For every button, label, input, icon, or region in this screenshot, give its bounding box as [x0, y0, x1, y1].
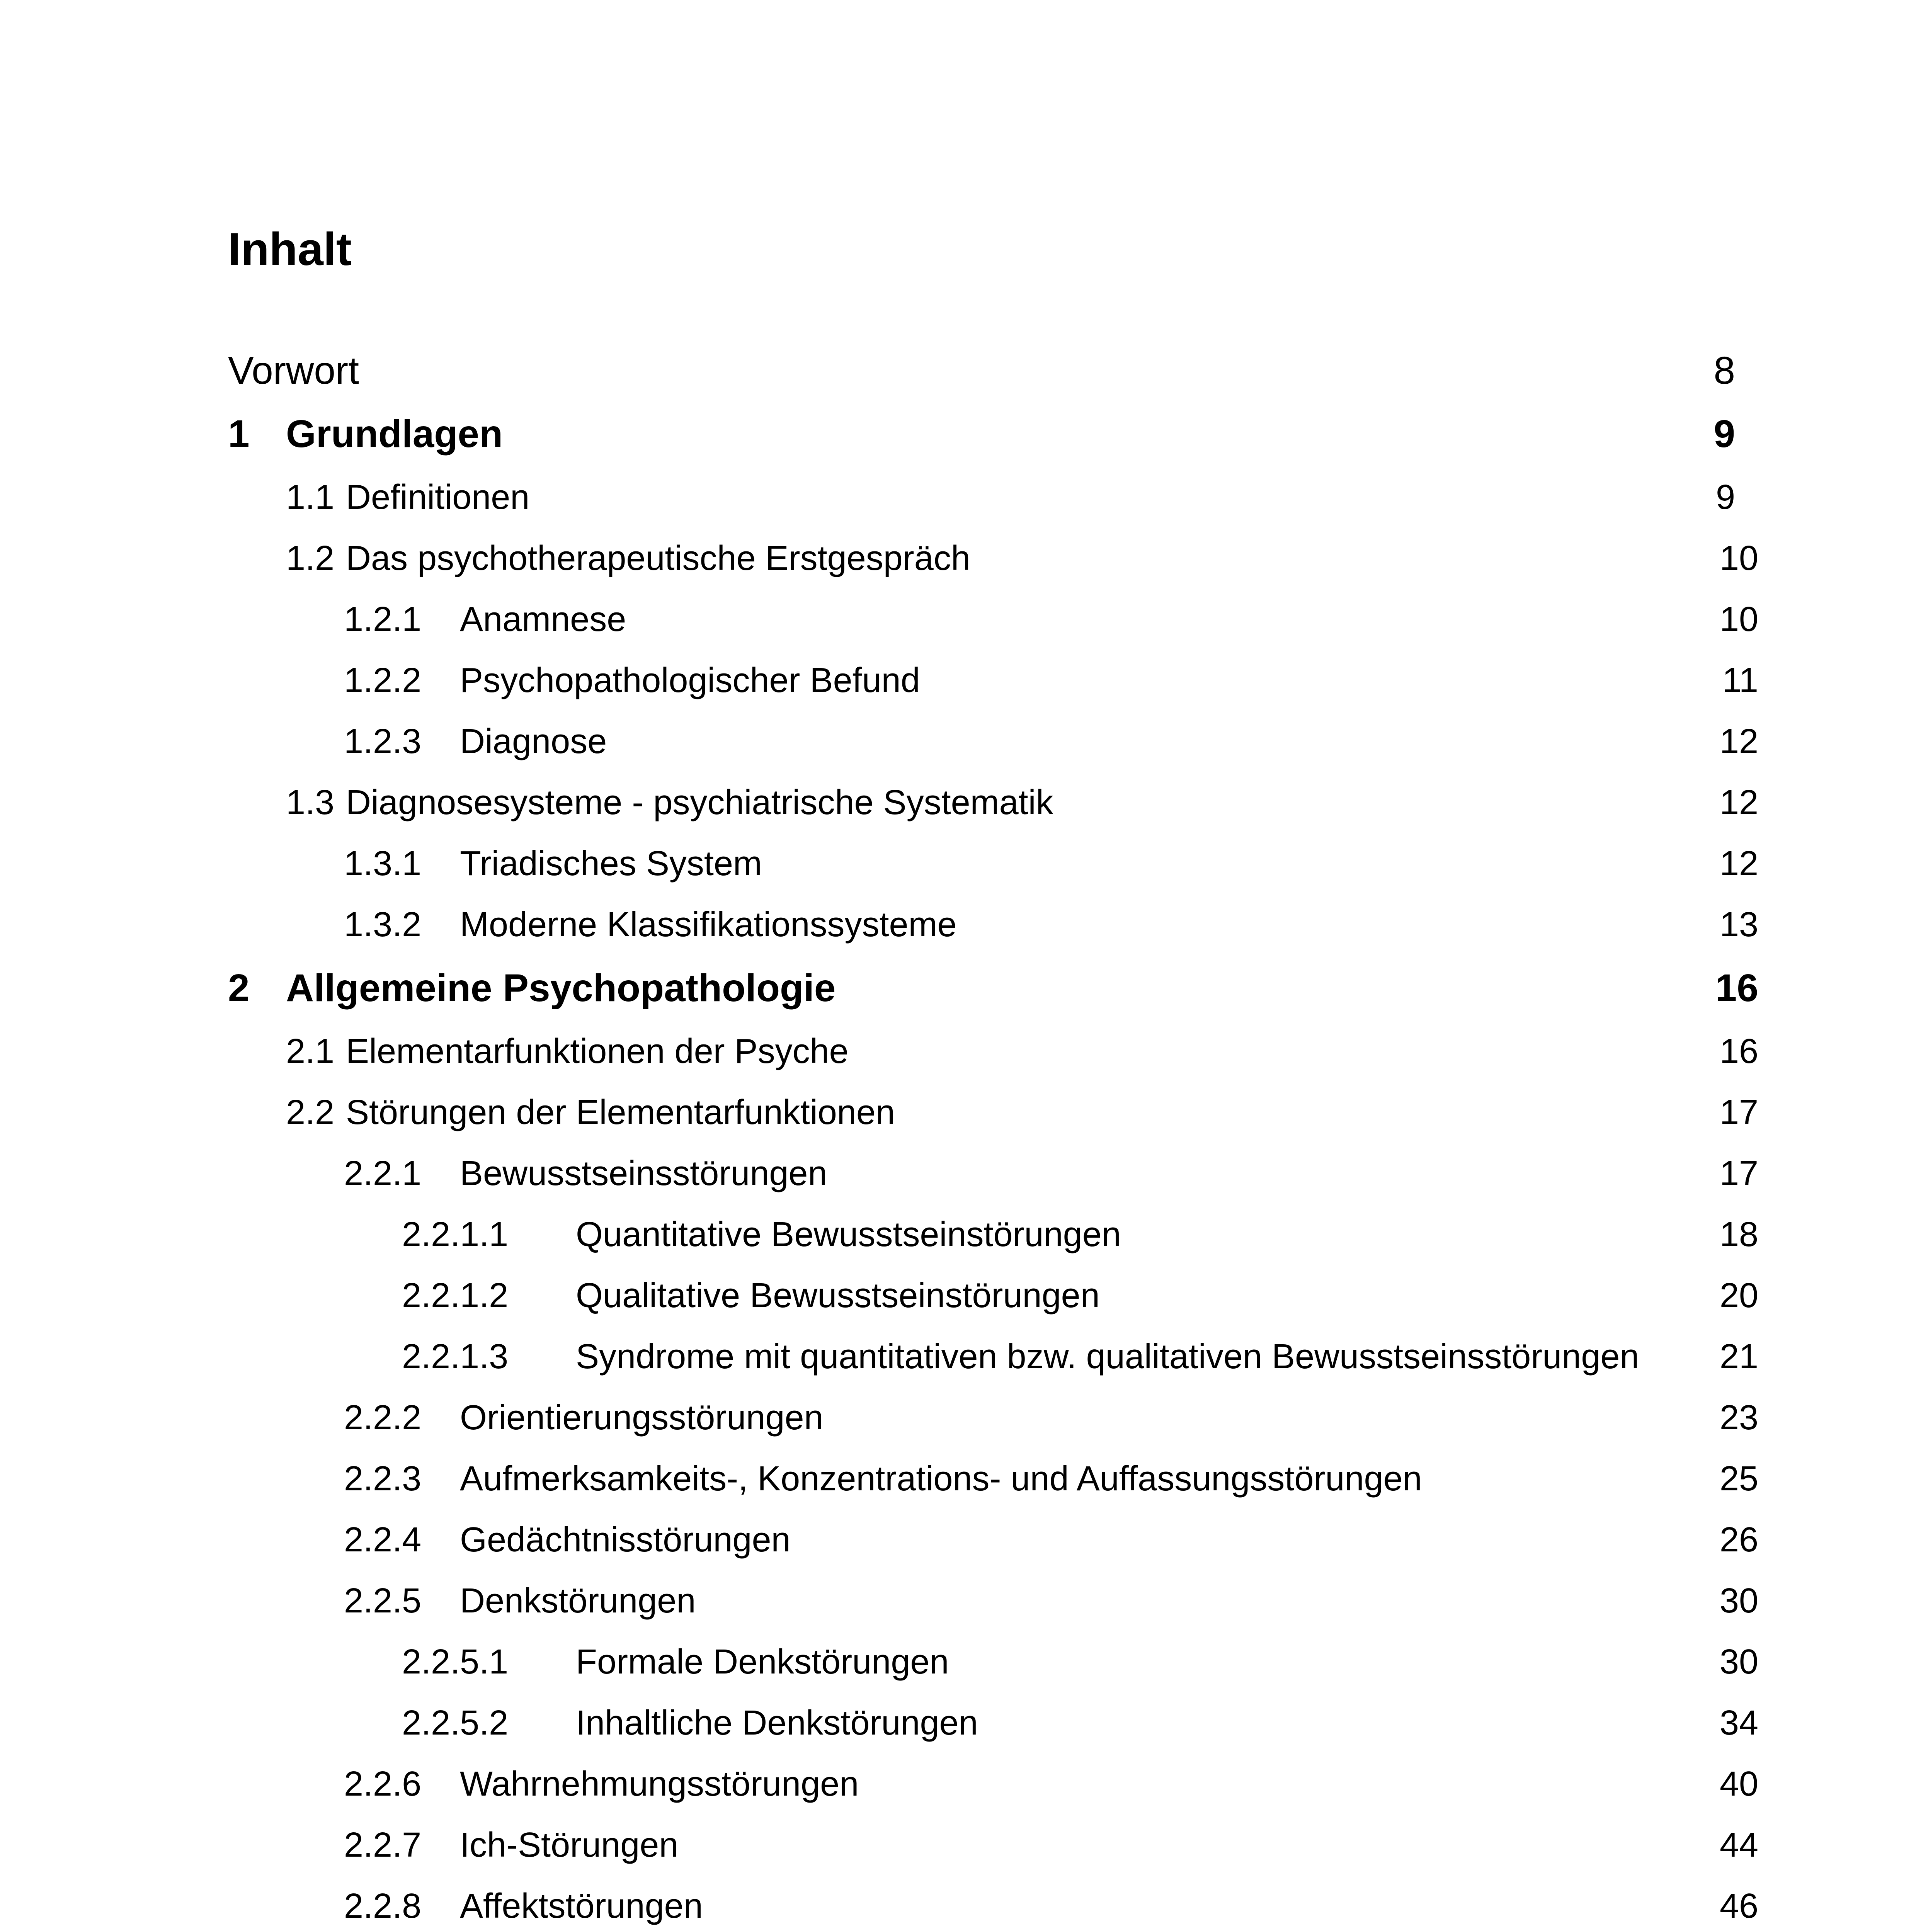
toc-entry-page: 16	[1719, 1032, 1758, 1071]
toc-chapter-entry[interactable]	[228, 401, 1758, 467]
toc-entry[interactable]	[228, 1692, 1758, 1753]
toc-entry-page: 8	[1714, 349, 1735, 392]
toc-entry[interactable]	[228, 589, 1758, 650]
toc-entry-number: 2.2.3	[344, 1459, 422, 1498]
toc-entry-number: 1.2	[286, 539, 335, 578]
toc-entry-page: 34	[1719, 1704, 1758, 1742]
toc-entry-page: 40	[1719, 1765, 1758, 1803]
toc-entry-title: Gedächtnisstörungen	[460, 1520, 791, 1559]
toc-entry-page: 26	[1719, 1520, 1758, 1559]
toc-entry-number: 2.2.1.1	[402, 1215, 509, 1254]
toc-entry-title: Allgemeine Psychopathologie	[286, 966, 836, 1010]
toc-entry[interactable]	[228, 340, 1758, 401]
toc-entry-number: 1.3.1	[344, 844, 422, 883]
toc-entry-page: 20	[1719, 1276, 1758, 1315]
toc-entry[interactable]	[228, 711, 1758, 772]
toc-entry-title: Diagnosesysteme - psychiatrische Systematik	[346, 783, 1053, 822]
toc-entry-title: Grundlagen	[286, 412, 503, 456]
toc-entry[interactable]	[228, 467, 1758, 528]
toc-entry-title: Qualitative Bewusstseinstörungen	[576, 1276, 1100, 1315]
toc-entry[interactable]	[228, 1631, 1758, 1692]
toc-entry-page: 9	[1715, 478, 1735, 517]
toc-entry-page: 12	[1719, 722, 1758, 761]
toc-entry-page: 46	[1719, 1887, 1758, 1925]
toc-entry[interactable]	[228, 1204, 1758, 1265]
toc-entry-number: 1	[228, 412, 250, 456]
toc-entry-title: Bewusstseinsstörungen	[460, 1154, 827, 1193]
toc-entry-title: Störungen der Elementarfunktionen	[346, 1093, 895, 1132]
toc-entry-number: 1.2.2	[344, 661, 422, 700]
page-title: Inhalt	[228, 223, 352, 275]
toc-entry-page: 12	[1719, 783, 1758, 822]
toc-entry-title: Orientierungsstörungen	[460, 1398, 824, 1437]
toc-entry-title: Definitionen	[346, 478, 530, 517]
toc-entry-number: 2.1	[286, 1032, 335, 1071]
toc-entry[interactable]	[228, 1387, 1758, 1448]
toc-entry[interactable]	[228, 1448, 1758, 1509]
toc-entry-title: Quantitative Bewusstseinstörungen	[576, 1215, 1121, 1254]
toc-entry[interactable]	[228, 650, 1758, 711]
toc-entry[interactable]	[228, 833, 1758, 894]
toc-entry-page: 16	[1715, 966, 1758, 1010]
toc-entry-number: 2.2.6	[344, 1765, 422, 1803]
toc-entry-title: Psychopathologischer Befund	[460, 661, 920, 700]
toc-entry-number: 2.2.1	[344, 1154, 422, 1193]
toc-entry-title: Syndrome mit quantitativen bzw. qualitativen Bewusstseinsstörungen	[576, 1337, 1639, 1376]
toc-entry-title: Diagnose	[460, 722, 607, 761]
toc-entry-page: 23	[1719, 1398, 1758, 1437]
toc-entry[interactable]	[228, 1815, 1758, 1876]
toc-entry[interactable]	[228, 1753, 1758, 1815]
toc-entry-number: 2.2.5.2	[402, 1704, 509, 1742]
toc-entry-number: 2.2.7	[344, 1826, 422, 1864]
toc-entry-number: 1.3.2	[344, 905, 422, 944]
toc-entry[interactable]	[228, 1876, 1758, 1932]
toc-entry-title: Ich-Störungen	[460, 1826, 679, 1864]
toc-entry[interactable]	[228, 1326, 1758, 1387]
toc-entry[interactable]	[228, 772, 1758, 833]
toc-entry[interactable]	[228, 1570, 1758, 1631]
toc-entry-number: 2.2.5	[344, 1582, 422, 1620]
toc-entry-page: 11	[1722, 661, 1758, 700]
toc-entry-page: 25	[1719, 1459, 1758, 1498]
toc-entry-title: Triadisches System	[460, 844, 762, 883]
toc-entry-page: 17	[1719, 1093, 1758, 1132]
toc-entry-title: Moderne Klassifikationssysteme	[460, 905, 957, 944]
toc-entry-page: 10	[1719, 600, 1758, 639]
toc-entry-number: 2.2.8	[344, 1887, 422, 1925]
toc-entry-title: Affektstörungen	[460, 1887, 703, 1925]
toc-entry[interactable]	[228, 1265, 1758, 1326]
toc-entry-number: 1.1	[286, 478, 335, 517]
toc-entry-title: Aufmerksamkeits-, Konzentrations- und Auffassungsstörungen	[460, 1459, 1422, 1498]
toc-entry-page: 30	[1719, 1643, 1758, 1681]
toc-entry-number: 2.2.1.3	[402, 1337, 509, 1376]
toc-entry-title: Wahrnehmungsstörungen	[460, 1765, 859, 1803]
toc-entry-number: 2.2	[286, 1093, 335, 1132]
toc-entry-page: 10	[1719, 539, 1758, 578]
toc-entry-page: 21	[1719, 1337, 1758, 1376]
toc-entry-title: Formale Denkstörungen	[576, 1643, 949, 1681]
toc-entry-page: 18	[1719, 1215, 1758, 1254]
toc-entry-page: 44	[1719, 1826, 1758, 1864]
toc-entry[interactable]	[228, 528, 1758, 589]
toc-entry[interactable]	[228, 1509, 1758, 1570]
toc-entry-title: Das psychotherapeutische Erstgespräch	[346, 539, 970, 578]
toc-entry-number: 2.2.2	[344, 1398, 422, 1437]
toc-entry-number: 1.2.1	[344, 600, 422, 639]
toc-entry-number: 1.3	[286, 783, 335, 822]
toc-entry-title: Elementarfunktionen der Psyche	[346, 1032, 849, 1071]
toc-entry-title: Inhaltliche Denkstörungen	[576, 1704, 978, 1742]
toc-entry-number: 2	[228, 966, 250, 1010]
toc-entry-page: 17	[1719, 1154, 1758, 1193]
toc-entry-number: 2.2.1.2	[402, 1276, 509, 1315]
toc-entry-number: 2.2.5.1	[402, 1643, 509, 1681]
toc-entry[interactable]	[228, 1082, 1758, 1143]
toc-entry-page: 9	[1714, 412, 1735, 456]
toc-entry[interactable]	[228, 894, 1758, 955]
toc-entry[interactable]	[228, 1143, 1758, 1204]
toc-entry-number: 2.2.4	[344, 1520, 422, 1559]
toc-entry-title: Vorwort	[228, 349, 359, 392]
toc-entry[interactable]	[228, 1021, 1758, 1082]
toc-entry-number: 1.2.3	[344, 722, 422, 761]
toc-chapter-entry[interactable]	[228, 955, 1758, 1021]
toc-entry-page: 13	[1719, 905, 1758, 944]
toc-entry-title: Anamnese	[460, 600, 626, 639]
toc-entry-page: 12	[1719, 844, 1758, 883]
table-of-contents	[228, 340, 1758, 1932]
toc-entry-title: Denkstörungen	[460, 1582, 696, 1620]
toc-entry-page: 30	[1719, 1582, 1758, 1620]
